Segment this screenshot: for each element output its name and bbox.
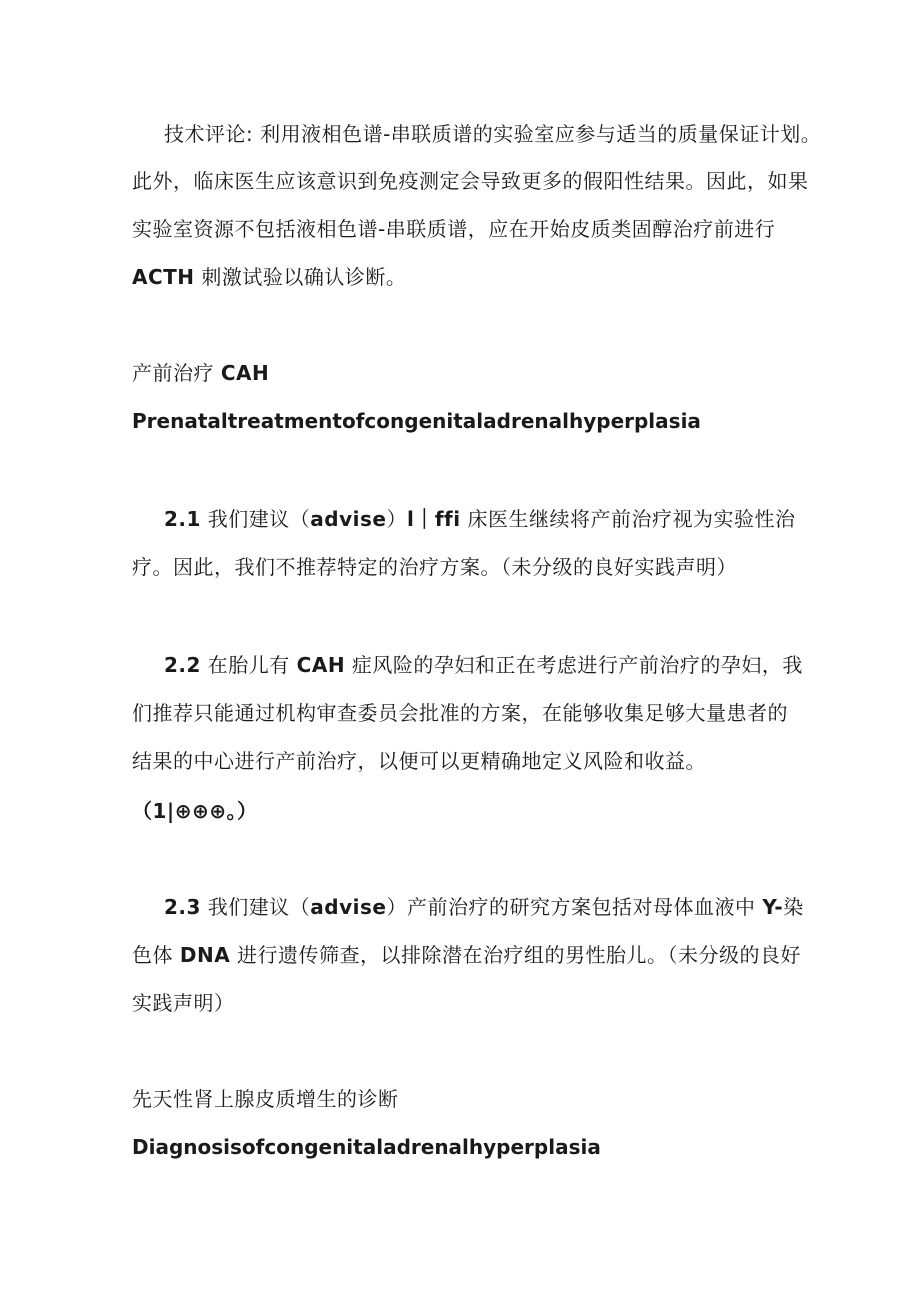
para1-line4 <box>132 263 406 291</box>
rec21-number: 2.1 <box>164 507 201 531</box>
section1-cn-heading <box>132 359 269 387</box>
rec23-text-l2a: 色体 <box>132 943 180 967</box>
rec21-advise: advise <box>310 507 387 531</box>
rec21-garbled: l｜ffi <box>406 507 461 531</box>
rec21-text-d: 床医生继续将产前治疗视为实验性治 <box>460 507 796 531</box>
section1-cn-prefix: 产前治疗 <box>132 361 221 385</box>
rec23-text-l2b: 进行遗传筛查，以排除潜在治疗组的男性胎儿。（未分级的良好 <box>230 943 802 967</box>
rec23-y: Y- <box>762 895 784 919</box>
rec22-line1 <box>164 651 803 679</box>
rec22-line3: 结果的中心进行产前治疗，以便可以更精确地定义风险和收益。 <box>132 749 706 773</box>
rec22-number: 2.2 <box>164 653 201 677</box>
rec21-line1 <box>164 505 795 533</box>
rec22-grade: （1|⊕⊕⊕。） <box>132 799 258 823</box>
rec21-text-a: 我们建议（ <box>200 507 311 531</box>
rec23-line3: 实践声明） <box>132 991 235 1015</box>
rec23-text-c: 染 <box>783 895 804 919</box>
rec23-text-b: ）产前治疗的研究方案包括对母体血液中 <box>386 895 763 919</box>
rec21-line2: 疗。因此，我们不推荐特定的治疗方案。（未分级的良好实践声明） <box>132 555 737 579</box>
rec23-line2 <box>132 941 801 969</box>
section2-cn-heading: 先天性肾上腺皮质增生的诊断 <box>132 1087 399 1111</box>
para1-line3: 实验室资源不包括液相色谱-串联质谱，应在开始皮质类固醇治疗前进行 <box>132 217 776 241</box>
section1-en-heading: Prenataltreatmentofcongenitaladrenalhyperplasia <box>132 409 701 433</box>
acth-text: ACTH <box>132 265 195 289</box>
rec21-text-b: ） <box>386 507 407 531</box>
rec23-line1 <box>164 893 804 921</box>
rec23-dna: DNA <box>179 943 231 967</box>
para1-line1: 技术评论: 利用液相色谱-串联质谱的实验室应参与适当的质量保证计划。 <box>164 122 822 146</box>
rec23-advise: advise <box>310 895 387 919</box>
rec22-text-b: 症风险的孕妇和正在考虑进行产前治疗的孕妇，我 <box>345 653 803 677</box>
para1-line4-text: 刺激试验以确认诊断。 <box>194 265 407 289</box>
para1-line2: 此外，临床医生应该意识到免疫测定会导致更多的假阳性结果。因此，如果 <box>132 169 809 193</box>
rec23-text-a: 我们建议（ <box>200 895 311 919</box>
rec22-text-a: 在胎儿有 <box>200 653 297 677</box>
rec23-number: 2.3 <box>164 895 201 919</box>
rec22-line2: 们推荐只能通过机构审查委员会批准的方案，在能够收集足够大量患者的 <box>132 701 788 725</box>
section1-cn-cah: CAH <box>220 361 270 385</box>
rec22-cah: CAH <box>296 653 346 677</box>
section2-en-heading: Diagnosisofcongenitaladrenalhyperplasia <box>132 1135 601 1159</box>
